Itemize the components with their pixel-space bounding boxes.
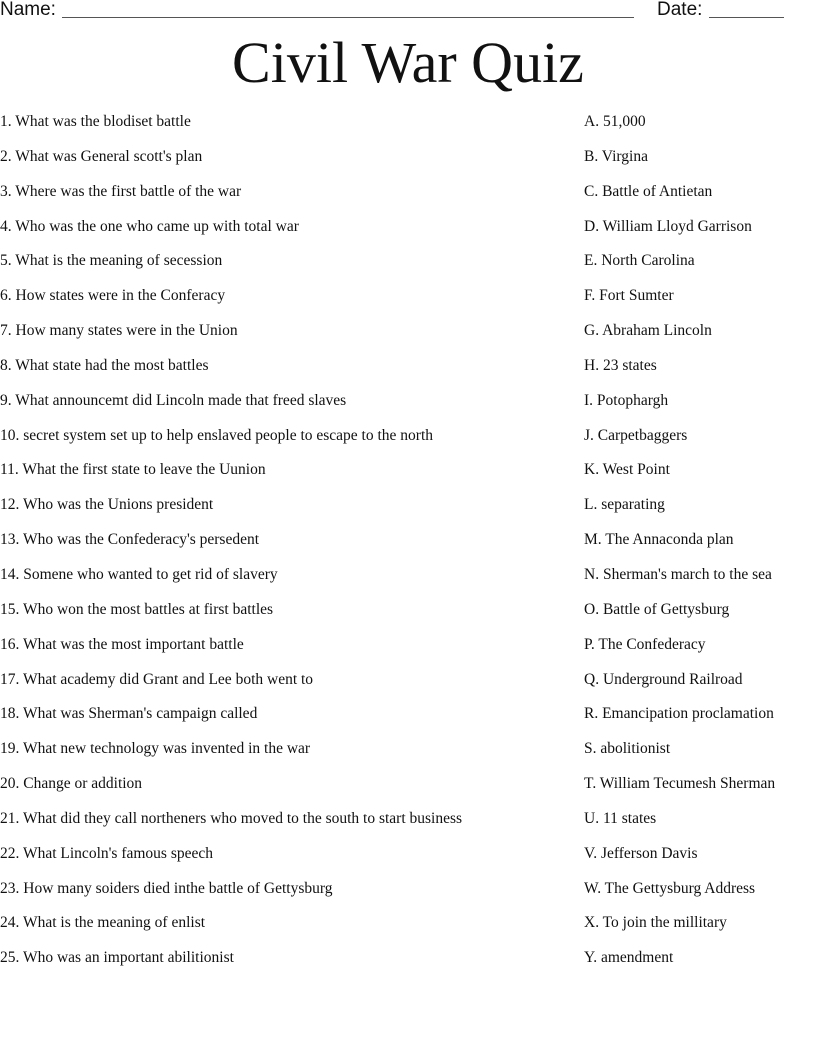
question-item: 1. What was the blodiset battle bbox=[0, 113, 191, 130]
answer-item: P. The Confederacy bbox=[584, 635, 706, 653]
answer-item: H. 23 states bbox=[584, 356, 657, 374]
answer-item: N. Sherman's march to the sea bbox=[584, 565, 772, 583]
question-item: 8. What state had the most battles bbox=[0, 356, 209, 374]
question-item: 12. Who was the Unions president bbox=[0, 496, 214, 514]
answer-item: J. Carpetbaggers bbox=[584, 426, 688, 444]
question-list bbox=[0, 110, 570, 981]
question-item: 6. How states were in the Conferacy bbox=[0, 287, 226, 305]
question-item: 13. Who was the Confederacy's persedent bbox=[0, 531, 260, 549]
answer-item: M. The Annaconda plan bbox=[584, 531, 734, 549]
page-title: Civil War Quiz bbox=[232, 30, 584, 95]
answer-item: D. William Lloyd Garrison bbox=[584, 217, 752, 235]
question-item: 17. What academy did Grant and Lee both went to bbox=[0, 670, 314, 688]
question-item: 7. How many states were in the Union bbox=[0, 322, 238, 340]
question-item: 16. What was the most important battle bbox=[0, 635, 244, 653]
question-item: 11. What the first state to leave the Uunion bbox=[0, 461, 266, 479]
answer-item: U. 11 states bbox=[584, 809, 657, 827]
answer-item: T. William Tecumesh Sherman bbox=[584, 775, 776, 793]
answer-item: Q. Underground Railroad bbox=[584, 670, 743, 688]
answer-item: Y. amendment bbox=[584, 949, 674, 967]
question-item: 10. secret system set up to help enslaved people to escape to the north bbox=[0, 426, 434, 444]
question-item: 2. What was General scott's plan bbox=[0, 147, 203, 165]
date-blank-line bbox=[709, 17, 784, 18]
question-item: 9. What announcemt did Lincoln made that freed slaves bbox=[0, 391, 347, 409]
question-item: 24. What is the meaning of enlist bbox=[0, 914, 206, 932]
question-item: 19. What new technology was invented in the war bbox=[0, 740, 311, 758]
answer-item: W. The Gettysburg Address bbox=[584, 879, 756, 897]
answer-item: B. Virgina bbox=[584, 147, 648, 165]
answer-item: F. Fort Sumter bbox=[584, 287, 674, 305]
name-label: Name: bbox=[0, 0, 56, 20]
answer-item: C. Battle of Antietan bbox=[584, 182, 713, 200]
question-item: 4. Who was the one who came up with total war bbox=[0, 217, 299, 235]
date-label: Date: bbox=[657, 0, 703, 20]
answer-item: L. separating bbox=[584, 496, 665, 514]
question-item: 21. What did they call northeners who moved to the south to start business bbox=[0, 809, 463, 827]
answer-item: V. Jefferson Davis bbox=[584, 844, 698, 862]
question-item: 18. What was Sherman's campaign called bbox=[0, 705, 258, 723]
answer-item: X. To join the millitary bbox=[584, 914, 727, 932]
answer-item: O. Battle of Gettysburg bbox=[584, 600, 730, 618]
answer-item: R. Emancipation proclamation bbox=[584, 705, 774, 723]
question-item: 15. Who won the most battles at first battles bbox=[0, 600, 274, 618]
answer-item: I. Potophargh bbox=[584, 391, 669, 409]
answer-item: A. 51,000 bbox=[584, 113, 646, 130]
question-item: 3. Where was the first battle of the war bbox=[0, 182, 242, 200]
question-item: 14. Somene who wanted to get rid of slavery bbox=[0, 565, 278, 583]
answer-item: S. abolitionist bbox=[584, 740, 671, 758]
answer-list bbox=[584, 110, 816, 981]
question-item: 22. What Lincoln's famous speech bbox=[0, 844, 213, 862]
name-blank-line bbox=[62, 17, 634, 18]
question-item: 25. Who was an important abilitionist bbox=[0, 949, 234, 967]
question-item: 20. Change or addition bbox=[0, 775, 143, 793]
answer-item: G. Abraham Lincoln bbox=[584, 322, 712, 340]
worksheet-header bbox=[0, 0, 816, 22]
question-item: 23. How many soiders died inthe battle of Gettysburg bbox=[0, 879, 333, 897]
answer-item: E. North Carolina bbox=[584, 252, 695, 270]
question-item: 5. What is the meaning of secession bbox=[0, 252, 223, 270]
answer-item: K. West Point bbox=[584, 461, 670, 479]
